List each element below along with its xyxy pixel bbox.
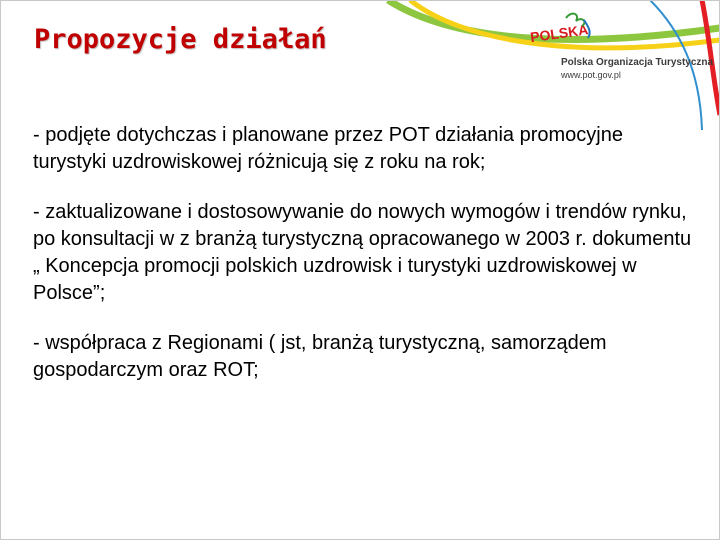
bullet-paragraph-1: - podjęte dotychczas i planowane przez POT działania promocyjne turystyki uzdrowiskowej różnicują się z roku na rok; bbox=[33, 124, 623, 173]
bullet-paragraph-2: - zaktualizowane i dostosowywanie do nowych wymogów i trendów rynku, po konsultacji w z branżą turystyczną opracowanego w 2003 r. dokumentu „ Koncepcja promocji polskich uzdrowisk i turystyki uzdrowiskowej w Polsce”; bbox=[33, 201, 692, 304]
bullet-paragraph-3: - współpraca z Regionami ( jst, branżą turystyczną, samorządem gospodarczym oraz ROT; bbox=[33, 332, 607, 381]
slide-title: Propozycje działań bbox=[34, 24, 327, 55]
slide-body bbox=[33, 122, 693, 407]
organization-name: Polska Organizacja Turystyczna bbox=[561, 57, 714, 68]
logo-wordmark: POLSKA bbox=[529, 21, 590, 46]
organization-url: www.pot.gov.pl bbox=[561, 70, 621, 80]
polska-logo bbox=[526, 8, 596, 60]
